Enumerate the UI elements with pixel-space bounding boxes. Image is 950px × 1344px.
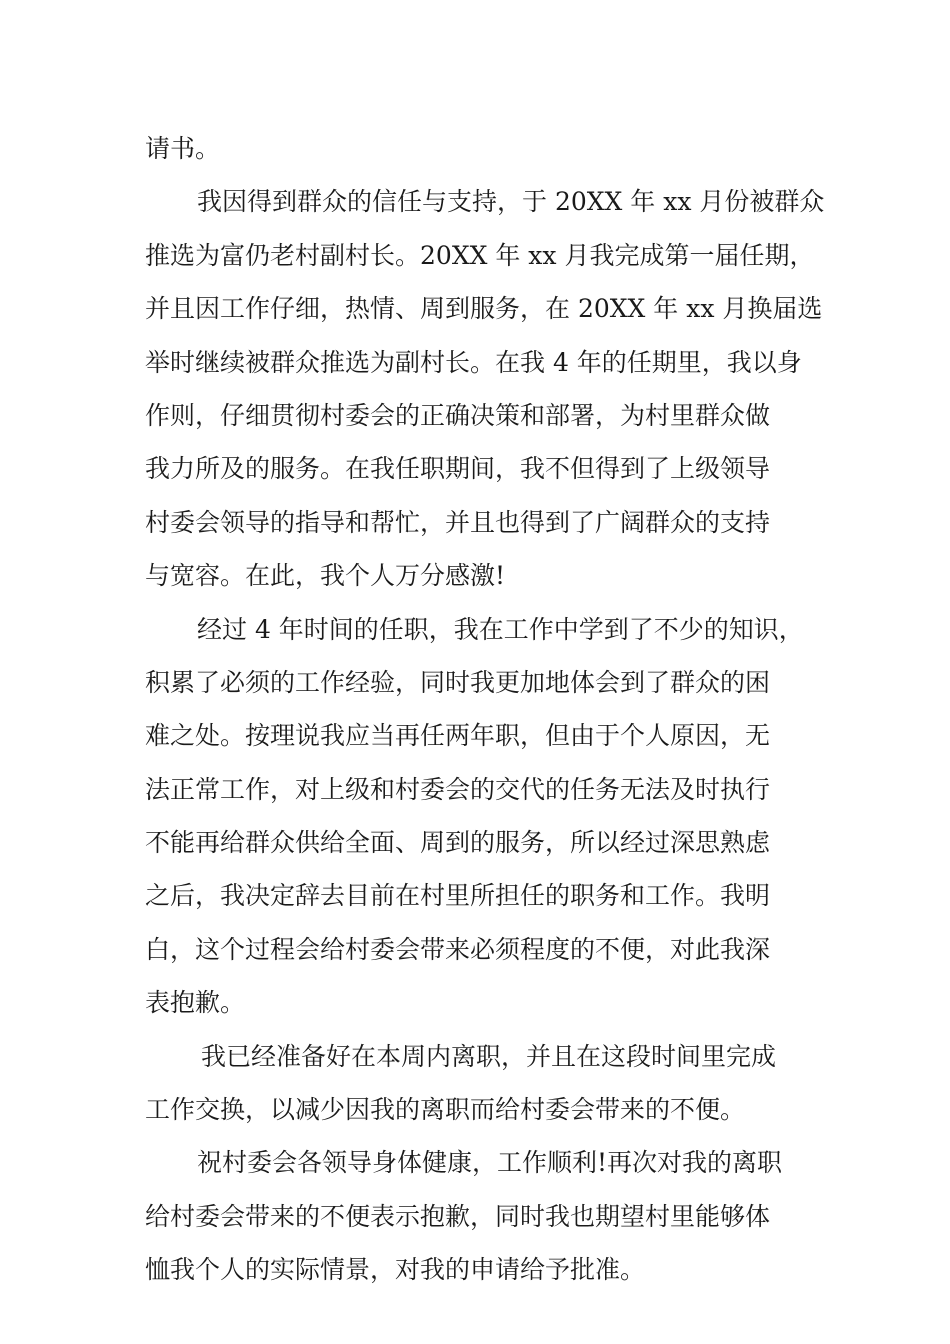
line-text: 请书。 xyxy=(145,134,221,163)
line-text: 积累了必须的工作经验，同时我更加地体会到了群众的困 xyxy=(145,667,771,697)
text-line xyxy=(145,923,810,976)
paragraph-start-line xyxy=(145,175,825,228)
line-text: 祝村委会各领导身体健康，工作顺利!再次对我的离职 xyxy=(197,1148,783,1178)
line-text: 我力所及的服务。在我任职期间，我不但得到了上级领导 xyxy=(145,454,771,484)
text-line xyxy=(145,869,810,922)
text-line xyxy=(145,709,810,762)
text-line xyxy=(145,1190,810,1243)
text-line xyxy=(145,122,810,175)
text-line xyxy=(145,656,810,709)
line-text: 法正常工作，对上级和村委会的交代的任务无法及时执行 xyxy=(145,774,771,804)
text-line xyxy=(145,976,810,1029)
line-text: 推选为富仍老村副村长。20XX 年 xx 月我完成第一届任期， xyxy=(145,240,815,270)
line-text: 我因得到群众的信任与支持，于 20XX 年 xx 月份被群众 xyxy=(197,187,825,217)
paragraph-start-line xyxy=(145,1030,810,1083)
text-line xyxy=(145,1243,810,1296)
paragraph-start-line xyxy=(145,603,810,656)
line-text: 难之处。按理说我应当再任两年职，但由于个人原因，无 xyxy=(145,721,771,751)
line-text: 之后，我决定辞去目前在村里所担任的职务和工作。我明 xyxy=(145,881,771,911)
line-text: 恤我个人的实际情景，对我的申请给予批准。 xyxy=(145,1255,646,1285)
text-line xyxy=(145,763,810,816)
document-body xyxy=(145,122,825,1297)
text-line xyxy=(145,336,810,389)
line-text: 我已经准备好在本周内离职，并且在这段时间里完成 xyxy=(201,1041,777,1071)
line-text: 白，这个过程会给村委会带来必须程度的不便，对此我深 xyxy=(145,934,771,964)
line-text: 作则，仔细贯彻村委会的正确决策和部署，为村里群众做 xyxy=(145,400,771,430)
text-line xyxy=(145,816,810,869)
line-text: 经过 4 年时间的任职，我在工作中学到了不少的知识， xyxy=(197,614,804,644)
line-text: 表抱歉。 xyxy=(145,988,246,1018)
line-text: 举时继续被群众推选为副村长。在我 4 年的任期里，我以身 xyxy=(145,347,802,377)
paragraph-start-line xyxy=(145,1136,810,1189)
text-line xyxy=(145,229,815,282)
line-text: 工作交换，以减少因我的离职而给村委会带来的不便。 xyxy=(145,1095,746,1125)
line-text: 给村委会带来的不便表示抱歉，同时我也期望村里能够体 xyxy=(145,1201,771,1231)
text-line xyxy=(145,442,810,495)
line-text: 与宽容。在此，我个人万分感激! xyxy=(145,561,506,591)
text-line xyxy=(145,549,810,602)
text-line xyxy=(145,1083,810,1136)
text-line xyxy=(145,389,810,442)
line-text: 村委会领导的指导和帮忙，并且也得到了广阔群众的支持 xyxy=(145,507,771,537)
line-text: 并且因工作仔细，热情、周到服务，在 20XX 年 xx 月换届选 xyxy=(145,294,823,324)
text-line xyxy=(145,282,823,335)
line-text: 不能再给群众供给全面、周到的服务，所以经过深思熟虑 xyxy=(145,828,771,858)
text-line xyxy=(145,496,810,549)
